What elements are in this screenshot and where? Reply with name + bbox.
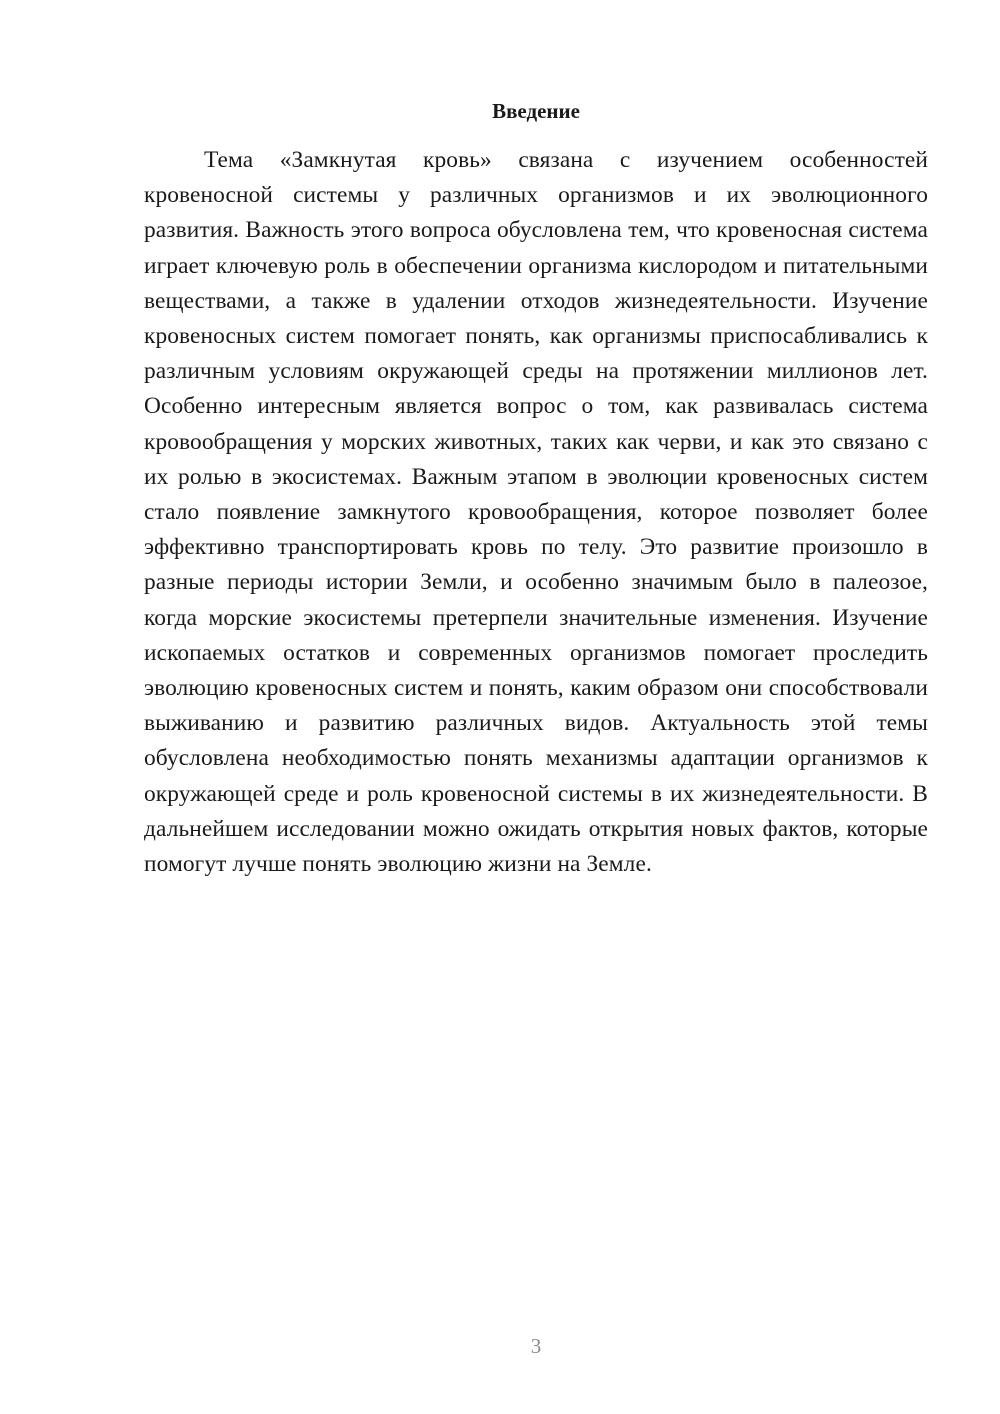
page-number: 3 [530, 1334, 542, 1358]
section-heading: Введение [492, 99, 580, 123]
body-paragraph: Тема «Замкнутая кровь» связана с изучением особенностей кровеносной системы у различных организмов и их эволюционного развития. Важность этого вопроса обусловлена тем, что кровеносная система играет ключевую роль в обеспечении организма кислородом и питательными веществами, а также в удалении отходов жизнедеятельности. Изучение кровеносных систем помогает понять, как организмы приспосабливались к различным условиям окружающей среды на протяжении миллионов лет. Особенно интересным является вопрос о том, как развивалась система кровообращения у морских животных, таких как черви, и как это связано с их ролью в экосистемах. Важным этапом в эволюции кровеносных систем стало появление замкнутого кровообращения, которое позволяет более эффективно транспортировать кровь по телу. Это развитие произошло в разные периоды истории Земли, и особенно значимым было в палеозое, когда морские экосистемы претерпели значительные изменения. Изучение ископаемых остатков и современных организмов помогает проследить эволюцию кровеносных систем и понять, каким образом они способствовали выживанию и развитию различных видов. Актуальность этой темы обусловлена необходимостью понять механизмы адаптации организмов к окружающей среде и роль кровеносной системы в их жизнедеятельности. В дальнейшем исследовании можно ожидать открытия новых фактов, которые помогут лучше понять эволюцию жизни на Земле. [144, 147, 928, 878]
